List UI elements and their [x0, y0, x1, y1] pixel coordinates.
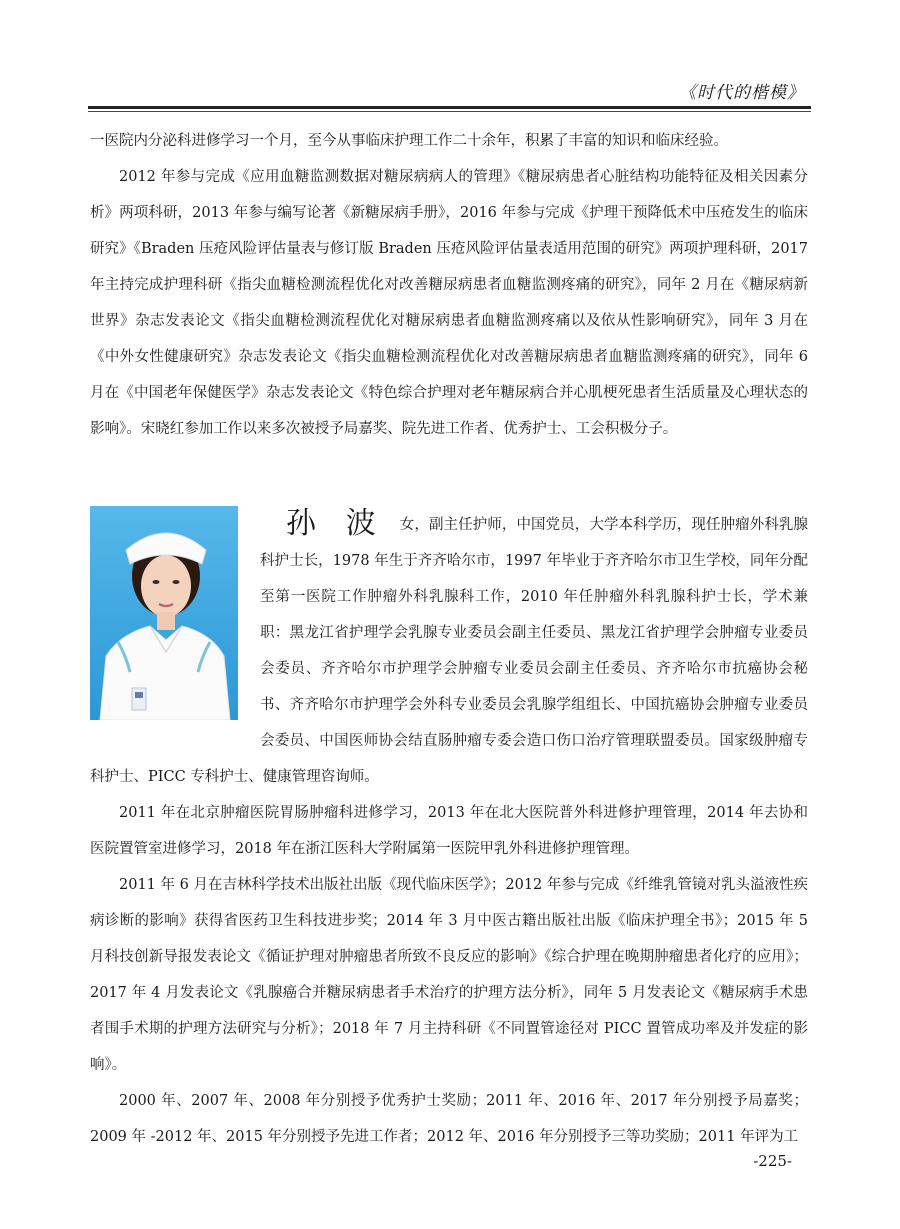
running-header-title: 《时代的楷模》: [679, 83, 805, 103]
intro-paragraph-1: 一医院内分泌科进修学习一个月，至今从事临床护理工作二十余年，积累了丰富的知识和临床经验。: [90, 133, 728, 149]
publications-paragraph: 2011 年 6 月在吉林科学技术出版社出版《现代临床医学》；2012 年参与完成《纤维乳管镜对乳头溢液性疾病诊断的影响》获得省医药卫生科技进步奖；2014 年 3 月中医古籍出版社出版《临床护理全书》；2015 年 5 月科技创新导报发表论文《循证护理对肿瘤患者所致不良反应的影响》《综合护理在晚期肿瘤患者化疗的应用》；2017 年 4 月发表论文《乳腺癌合并糖尿病患者手术治疗的护理方法分析》，同年 5 月发表论文《糖尿病手术患者围手术期的护理方法研究与分析》；2018 年 7 月主持科研《不同置管途径对 PICC 置管成功率及并发症的影响》。: [90, 877, 808, 1073]
person-name: 孙 波: [286, 506, 386, 541]
nurse-portrait-image: [90, 506, 238, 720]
header-rule-thin: [88, 111, 811, 112]
header-rule-thick: [88, 106, 811, 109]
page-number: -225-: [753, 1152, 792, 1170]
page-content: [90, 123, 808, 1155]
intro-paragraph-2: 2012 年参与完成《应用血糖监测数据对糖尿病病人的管理》《糖尿病患者心脏结构功能特征及相关因素分析》两项科研，2013 年参与编写论著《新糖尿病手册》，2016 年参与完成《护理干预降低术中压疮发生的临床研究》《Braden 压疮风险评估量表与修订版 Braden 压疮风险评估量表适用范围的研究》两项护理科研，2017 年主持完成护理科研《指尖血糖检测流程优化对改善糖尿病患者血糖监测疼痛的研究》，同年 2 月在《糖尿病新世界》杂志发表论文《指尖血糖检测流程优化对糖尿病患者血糖监测疼痛以及依从性影响研究》，同年 3 月在《中外女性健康研究》杂志发表论文《指尖血糖检测流程优化对改善糖尿病患者血糖监测疼痛的研究》，同年 6 月在《中国老年保健医学》杂志发表论文《特色综合护理对老年糖尿病合并心肌梗死患者生活质量及心理状态的影响》。宋晓红参加工作以来多次被授予局嘉奖、院先进工作者、优秀护士、工会积极分子。: [90, 169, 808, 437]
awards-paragraph: 2000 年、2007 年、2008 年分别授予优秀护士奖励；2011 年、2016 年、2017 年分别授予局嘉奖；2009 年 -2012 年、2015 年分别授予先进工作者；2012 年、2016 年分别授予三等功奖励；2011 年评为工: [90, 1093, 808, 1145]
training-paragraph: 2011 年在北京肿瘤医院胃肠肿瘤科进修学习，2013 年在北大医院普外科进修护理管理，2014 年去协和医院置管室进修学习，2018 年在浙江医科大学附属第一医院甲乳外科进修护理管理。: [90, 805, 808, 857]
profile-bio-text: 女，副主任护师，中国党员，大学本科学历，现任肿瘤外科乳腺科护士长，1978 年生于齐齐哈尔市，1997 年毕业于齐齐哈尔市卫生学校，同年分配至第一医院工作肿瘤外科乳腺科工作，2010 年任肿瘤外科乳腺科护士长，学术兼职：黑龙江省护理学会乳腺专业委员会副主任委员、黑龙江省护理学会肿瘤专业委员会委员、齐齐哈尔市护理学会肿瘤专业委员会副主任委员、齐齐哈尔市抗癌协会秘书、齐齐哈尔市护理学会外科专业委员会乳腺学组组长、中国抗癌协会肿瘤专业委员会委员、中国医师协会结直肠肿瘤专委会造口伤口治疗管理联盟委员。国家级肿瘤专科护士、PICC 专科护士、健康管理咨询师。: [90, 517, 809, 785]
portrait-photo: [90, 506, 238, 720]
profile-section: [90, 506, 808, 1155]
